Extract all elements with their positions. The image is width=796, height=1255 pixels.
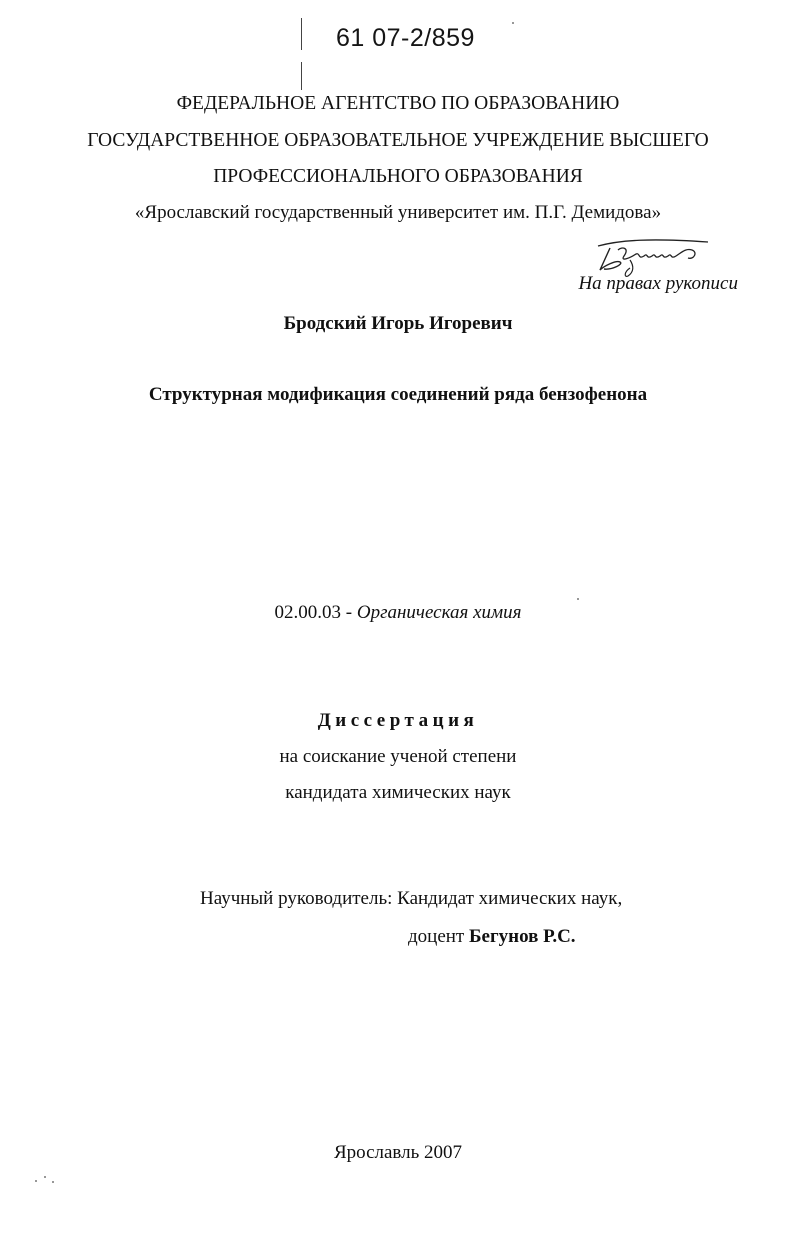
scan-speck: [44, 1176, 46, 1178]
speciality-separator: -: [341, 602, 357, 623]
city-year: Ярославль 2007: [333, 1142, 463, 1163]
author-name: Бродский Игорь Игоревич: [283, 313, 513, 334]
scan-speck: [35, 1180, 37, 1182]
degree-line-2: кандидата химических наук: [285, 782, 511, 803]
archive-code: 61 07-2/859: [336, 24, 475, 52]
degree-line-1: на соискание ученой степени: [279, 746, 517, 767]
speciality-name: Органическая химия: [356, 602, 522, 623]
degree-label: Диссертация: [317, 710, 479, 731]
agency-title: ФЕДЕРАЛЬНОЕ АГЕНТСТВО ПО ОБРАЗОВАНИЮ: [176, 93, 620, 114]
institution-line-1: ГОСУДАРСТВЕННОЕ ОБРАЗОВАТЕЛЬНОЕ УЧРЕЖДЕНИЕ ВЫСШЕГО: [87, 130, 709, 151]
scan-speck: [512, 22, 514, 24]
institution-line-2: ПРОФЕССИОНАЛЬНОГО ОБРАЗОВАНИЯ: [213, 166, 583, 187]
rights-notice: На правах рукописи: [578, 273, 738, 294]
dissertation-title: Структурная модификация соединений ряда бензофенона: [148, 384, 648, 405]
advisor-line-1: Научный руководитель: Кандидат химических наук,: [200, 888, 623, 909]
advisor-line-2: [408, 926, 576, 948]
advisor-name: Бегунов Р.С.: [469, 926, 576, 947]
speciality: [0, 602, 796, 624]
scan-speck: [52, 1181, 54, 1183]
speciality-code: 02.00.03: [274, 602, 342, 623]
university-name: «Ярославский государственный университет им. П.Г. Демидова»: [134, 202, 662, 223]
scan-speck: [577, 598, 579, 600]
stamp-rule-top: [301, 18, 302, 50]
stamp-rule-bottom: [301, 62, 302, 90]
advisor-position: доцент: [408, 926, 465, 947]
